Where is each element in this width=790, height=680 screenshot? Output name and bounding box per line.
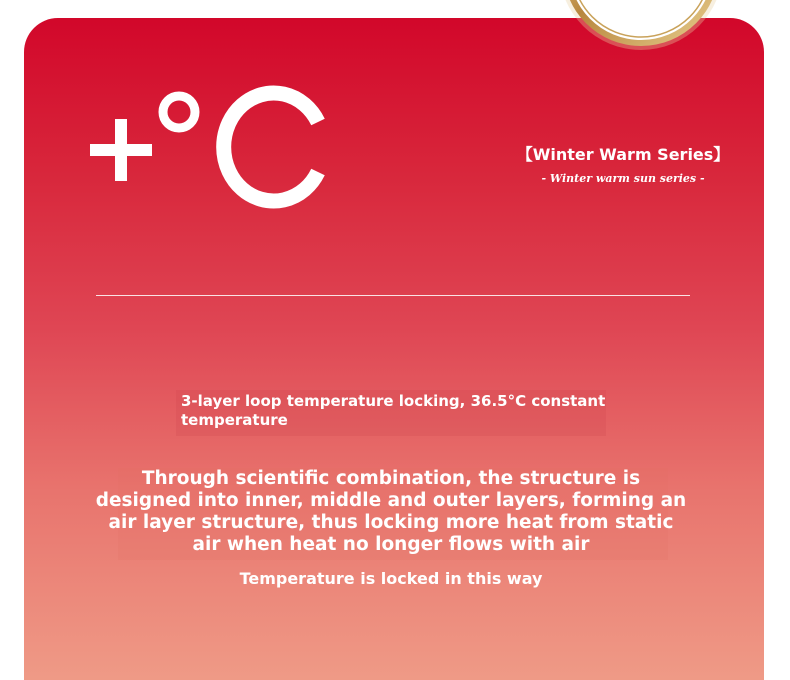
quality-inspection-seal: [562, 0, 720, 52]
feature-description: Through scientific combination, the structure is designed into inner, middle and outer layers, forming an air layer structure, thus locking more heat from static air when heat no longer flows with air: [95, 468, 687, 555]
series-subtitle: - Winter warm sun series -: [541, 172, 705, 185]
celsius-plus-symbol: [86, 84, 336, 214]
feature-headline: 3-layer loop temperature locking, 36.5°C constant temperature: [181, 392, 606, 429]
seal-badge-icon: [562, 0, 720, 52]
plus-degree-celsius-icon: [86, 84, 336, 214]
feature-tagline: Temperature is locked in this way: [239, 569, 543, 588]
divider-line: [96, 295, 690, 296]
series-title: 【Winter Warm Series】: [516, 145, 730, 164]
